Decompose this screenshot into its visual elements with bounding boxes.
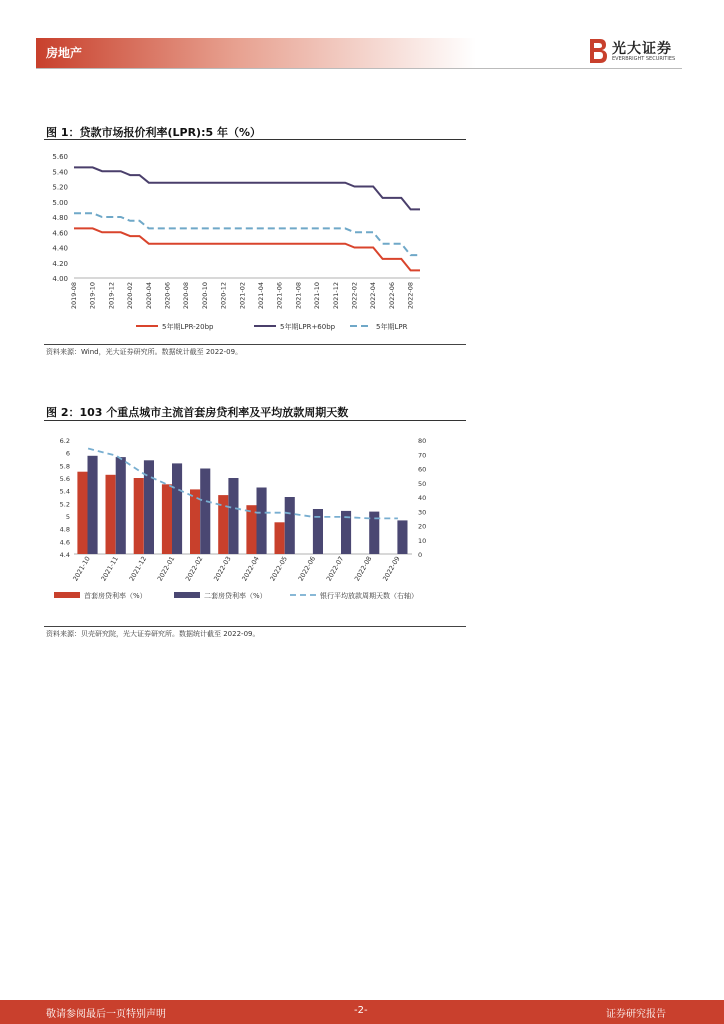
bar-2 [285,497,295,554]
x-tick-label: 2022-05 [268,555,289,583]
x-tick-label: 2022-01 [155,555,177,583]
figure2-source: 资料来源：贝壳研究院，光大证券研究所。数据统计截至 2022-09。 [46,630,260,638]
figure1-bottom-rule [44,344,466,345]
x-tick-label: 2020-12 [219,282,228,310]
footer-page-number: -2- [354,1005,368,1016]
header-divider [36,68,682,69]
bar-2 [397,520,407,554]
legend-swatch-1 [54,592,80,598]
bar-1 [134,478,144,554]
y-left-tick-label: 5.2 [59,500,70,509]
y-left-tick-label: 5.8 [59,462,70,471]
x-tick-label: 2022-07 [324,555,346,583]
x-tick-label: 2022-04 [369,282,378,310]
x-tick-label: 2021-12 [127,555,149,583]
y-right-tick-label: 80 [418,437,427,445]
figure2-top-rule [44,420,466,421]
y-left-tick-label: 5.4 [59,487,70,496]
footer-disclaimer: 敬请参阅最后一页特别声明 [46,1009,166,1020]
y-tick-label: 4.60 [52,229,68,238]
y-left-tick-label: 6.2 [59,437,70,445]
y-tick-label: 4.20 [52,259,68,268]
figure2-bar-line-chart [44,432,466,606]
x-tick-label: 2021-04 [257,282,266,310]
x-tick-label: 2022-08 [406,282,415,310]
series-line-1 [74,228,420,270]
bar-2 [172,463,182,554]
y-left-tick-label: 5 [65,513,70,521]
x-tick-label: 2021-11 [99,555,120,583]
x-tick-label: 2021-06 [275,282,284,310]
legend-label-1: 5年期LPR-20bp [162,323,214,331]
figure2-bottom-rule [44,626,466,627]
y-tick-label: 5.20 [52,183,68,192]
legend-label-1: 首套房贷利率（%） [84,592,147,600]
series-line-2 [74,167,420,209]
header-band [36,38,476,68]
y-left-tick-label: 4.8 [59,525,70,534]
y-tick-label: 4.80 [52,214,68,222]
x-tick-label: 2022-09 [381,555,402,583]
x-tick-label: 2019-08 [70,282,78,310]
figure1-source: 资料来源：Wind，光大证券研究所。数据统计截至 2022-09。 [46,348,243,356]
footer-report-type: 证券研究报告 [606,1009,666,1020]
x-tick-label: 2019-12 [107,282,116,310]
x-tick-label: 2022-08 [352,555,374,583]
figure1-line-chart [44,146,466,342]
figure1-title: 图 1：贷款市场报价利率(LPR):5 年（%） [46,126,261,139]
bar-1 [275,522,285,554]
x-tick-label: 2020-08 [182,282,191,310]
x-tick-label: 2021-08 [294,282,303,310]
y-right-tick-label: 50 [418,479,427,488]
bar-1 [77,472,87,554]
legend-label-3: 银行平均放款周期天数（右轴） [320,592,418,600]
x-tick-label: 2019-10 [88,282,97,310]
y-right-tick-label: 70 [418,451,427,460]
x-tick-label: 2021-12 [331,282,340,310]
y-tick-label: 5.40 [52,168,68,177]
legend-label-2: 二套房贷利率（%） [204,592,267,600]
y-left-tick-label: 4.6 [59,538,70,547]
y-right-tick-label: 30 [418,508,427,517]
logo-english-name: EVERBRIGHT SECURITIES [612,56,676,62]
y-left-tick-label: 5.6 [59,475,70,483]
y-right-tick-label: 10 [418,536,427,545]
bar-1 [106,475,116,554]
company-logo [588,38,684,66]
x-tick-label: 2022-02 [350,282,359,310]
bar-2 [88,456,98,554]
x-tick-label: 2021-10 [313,282,322,310]
logo-chinese-name: 光大证券 [612,41,672,57]
x-tick-label: 2021-02 [238,282,247,310]
section-label: 房地产 [46,46,83,60]
x-tick-label: 2022-04 [240,555,261,583]
logo-mark-icon [588,38,608,64]
bar-2 [116,457,126,554]
y-right-tick-label: 20 [418,522,427,531]
y-right-tick-label: 60 [418,465,427,474]
y-left-tick-label: 4.4 [59,551,70,559]
bar-2 [313,509,323,554]
figure1-top-rule [44,139,466,140]
y-right-tick-label: 40 [418,494,427,502]
x-tick-label: 2020-06 [163,282,172,310]
y-tick-label: 4.40 [52,244,68,253]
legend-label-2: 5年期LPR+60bp [280,323,336,331]
bar-1 [162,484,172,554]
bar-2 [200,469,210,555]
y-tick-label: 5.60 [52,153,68,161]
legend-label-3: 5年期LPR [376,323,408,331]
x-tick-label: 2020-04 [144,282,153,310]
y-right-tick-label: 0 [418,551,423,559]
bar-2 [228,478,238,554]
x-tick-label: 2022-02 [183,555,205,583]
bar-2 [257,488,267,555]
x-tick-label: 2022-03 [212,555,233,583]
x-tick-label: 2022-06 [296,555,318,583]
y-tick-label: 4.00 [52,275,68,283]
x-tick-label: 2021-10 [71,555,92,583]
x-tick-label: 2022-06 [387,282,396,310]
x-tick-label: 2020-10 [200,282,209,310]
y-tick-label: 5.00 [52,198,68,207]
legend-swatch-2 [174,592,200,598]
x-tick-label: 2020-02 [126,282,135,310]
y-left-tick-label: 6 [65,449,70,458]
figure2-title: 图 2：103 个重点城市主流首套房贷利率及平均放款周期天数 [46,406,349,419]
